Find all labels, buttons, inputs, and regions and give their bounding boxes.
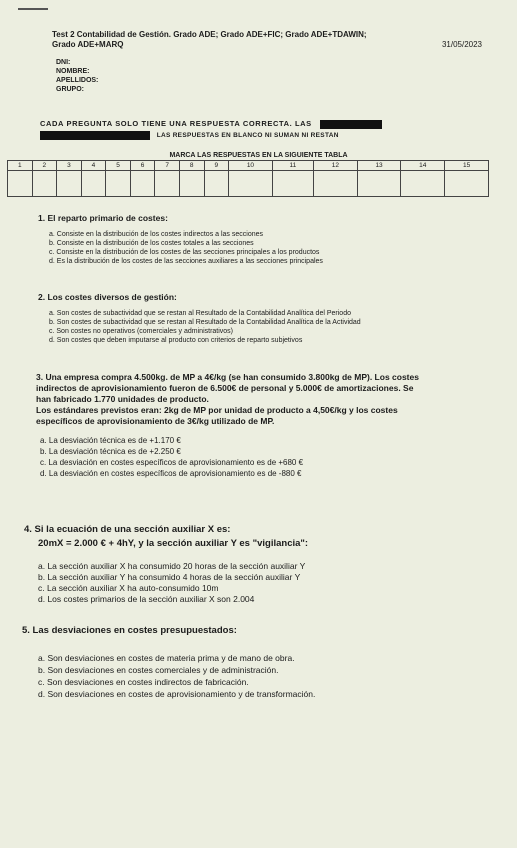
question-2-option-b: b. Son costes de subactividad que se restan al Resultado de la Contabilidad Analítica de la Actividad	[49, 319, 361, 326]
redaction-bar	[320, 120, 382, 129]
question-4	[0, 523, 517, 605]
question-5	[0, 624, 517, 700]
answer-number: 4	[81, 161, 106, 171]
answer-number: 1	[8, 161, 33, 171]
answer-cell[interactable]	[130, 171, 155, 197]
answer-cell[interactable]	[204, 171, 229, 197]
answer-cell[interactable]	[272, 171, 313, 197]
question-3-option-d: d. La desviación en costes específicos de aprovisionamiento es de -880 €	[40, 469, 302, 478]
field-nombre: NOMBRE:	[56, 68, 90, 75]
question-2	[0, 292, 517, 345]
question-4-option-b: b. La sección auxiliar Y ha consumido 4 horas de la sección auxiliar Y	[38, 572, 301, 582]
field-apellidos: APELLIDOS:	[56, 77, 99, 84]
question-3-title-line: específicos de aprovisionamiento de 3€/kg utilizado de MP.	[36, 416, 275, 426]
answer-number: 15	[445, 161, 489, 171]
answer-number: 12	[313, 161, 357, 171]
answer-cell[interactable]	[401, 171, 445, 197]
instructions-line-1: CADA PREGUNTA SOLO TIENE UNA RESPUESTA CORRECTA. LAS	[40, 119, 312, 128]
question-4-title-line: 4. Si la ecuación de una sección auxiliar X es:	[24, 524, 231, 535]
answer-number: 2	[32, 161, 57, 171]
exam-header	[52, 30, 482, 50]
answer-cell[interactable]	[313, 171, 357, 197]
question-3-option-b: b. La desviación técnica es de +2.250 €	[40, 447, 181, 456]
answer-number: 11	[272, 161, 313, 171]
question-1-option-a: a. Consiste en la distribución de los costes indirectos a las secciones	[49, 231, 263, 238]
question-4-option-a: a. La sección auxiliar X ha consumido 20 horas de la sección auxiliar Y	[38, 561, 306, 571]
question-1	[0, 213, 517, 266]
field-grupo: GRUPO:	[56, 86, 84, 93]
answer-number: 13	[357, 161, 401, 171]
answer-table-numbers	[8, 161, 489, 171]
question-2-option-a: a. Son costes de subactividad que se restan al Resultado de la Contabilidad Analítica del Periodo	[49, 310, 351, 317]
question-1-option-d: d. Es la distribución de los costes de las secciones auxiliares a las secciones principales	[49, 258, 323, 265]
question-1-title: 1. El reparto primario de costes:	[38, 213, 168, 223]
field-dni: DNI:	[56, 59, 71, 66]
answer-cell[interactable]	[357, 171, 401, 197]
question-3	[0, 372, 517, 479]
answer-cell[interactable]	[179, 171, 204, 197]
student-fields	[56, 58, 98, 94]
answer-number: 7	[155, 161, 180, 171]
instructions	[40, 118, 480, 141]
answer-number: 10	[229, 161, 273, 171]
question-3-title-line: indirectos de aprovisionamiento fueron de 6.500€ de personal y 5.000€ de amortizaciones. Se	[36, 383, 414, 393]
answer-number: 3	[57, 161, 82, 171]
question-3-title-line: Los estándares previstos eran: 2kg de MP por unidad de producto a 4,50€/kg y los costes	[36, 405, 398, 415]
question-3-title-line: 3. Una empresa compra 4.500kg. de MP a 4€/kg (se han consumido 3.800kg de MP). Los costes	[36, 372, 419, 382]
answer-number: 9	[204, 161, 229, 171]
question-5-option-b: b. Son desviaciones en costes comerciales y de administración.	[38, 665, 279, 675]
question-5-title: 5. Las desviaciones en costes presupuestados:	[22, 625, 237, 636]
question-2-option-c: c. Son costes no operativos (comerciales y administrativos)	[49, 328, 234, 335]
answer-number: 5	[106, 161, 131, 171]
answer-number: 8	[179, 161, 204, 171]
question-3-option-c: c. La desviación en costes específicos de aprovisionamiento es de +680 €	[40, 458, 304, 467]
exam-date: 31/05/2023	[441, 40, 482, 49]
answer-cell[interactable]	[57, 171, 82, 197]
answer-cell[interactable]	[81, 171, 106, 197]
question-4-option-d: d. Los costes primarios de la sección auxiliar X son 2.004	[38, 594, 255, 604]
scan-mark	[18, 8, 48, 10]
question-1-option-c: c. Consiste en la distribución de los costes de las secciones principales a los productos	[49, 249, 320, 256]
question-5-option-c: c. Son desviaciones en costes indirectos de fabricación.	[38, 677, 249, 687]
exam-degree: Grado ADE+MARQ	[52, 40, 124, 49]
redaction-bar	[40, 131, 150, 140]
question-2-title: 2. Los costes diversos de gestión:	[38, 292, 177, 302]
exam-title: Test 2 Contabilidad de Gestión. Grado ADE; Grado ADE+FIC; Grado ADE+TDAWIN;	[52, 30, 367, 39]
answer-cell[interactable]	[8, 171, 33, 197]
question-1-option-b: b. Consiste en la distribución de los costes totales a las secciones	[49, 240, 254, 247]
question-4-title-line: 20mX = 2.000 € + 4hY, y la sección auxiliar Y es "vigilancia":	[38, 538, 309, 549]
answer-table-blank-row	[8, 171, 489, 197]
answer-cell[interactable]	[106, 171, 131, 197]
answer-cell[interactable]	[229, 171, 273, 197]
question-4-option-c: c. La sección auxiliar X ha auto-consumido 10m	[38, 583, 219, 593]
answer-cell[interactable]	[445, 171, 489, 197]
question-2-option-d: d. Son costes que deben imputarse al producto con criterios de reparto subjetivos	[49, 337, 303, 344]
answer-cell[interactable]	[155, 171, 180, 197]
question-5-option-d: d. Son desviaciones en costes de aprovisionamiento y de transformación.	[38, 689, 316, 699]
question-5-option-a: a. Son desviaciones en costes de materia prima y de mano de obra.	[38, 653, 295, 663]
answer-cell[interactable]	[32, 171, 57, 197]
answer-number: 6	[130, 161, 155, 171]
answer-table	[7, 160, 489, 197]
instructions-line-2: LAS RESPUESTAS EN BLANCO NI SUMAN NI RESTAN	[156, 132, 339, 139]
question-3-option-a: a. La desviación técnica es de +1.170 €	[40, 436, 181, 445]
answer-table-title: MARCA LAS RESPUESTAS EN LA SIGUIENTE TABLA	[169, 152, 348, 159]
question-3-title-line: han fabricado 1.770 unidades de producto.	[36, 394, 209, 404]
answer-number: 14	[401, 161, 445, 171]
